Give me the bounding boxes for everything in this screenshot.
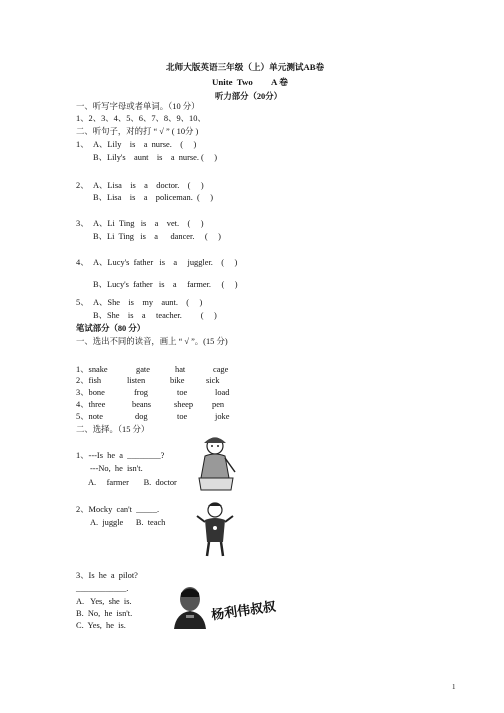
item-option-a: A、Lucy's father is a juggler. ( ): [93, 258, 238, 267]
choice1-answer: ---No, he isn't.: [90, 464, 143, 473]
phonics-word: pen: [212, 400, 225, 409]
choice3-option: B. No, he isn't.: [76, 609, 133, 618]
phonics-word: toe: [177, 412, 188, 421]
choice1-question: 1、---Is he a ________?: [76, 451, 165, 460]
phonics-word: listen: [127, 376, 146, 385]
choice3-blank: ____________.: [76, 584, 129, 593]
phonics-word: 3、bone: [76, 388, 105, 397]
item-option-b: B、She is a teacher. ( ): [93, 311, 217, 320]
choice3-option: C. Yes, he is.: [76, 621, 126, 630]
phonics-word: 2、fish: [76, 376, 102, 385]
item-number: 5、: [76, 298, 89, 307]
item-option-b: B、Li Ting is a dancer. ( ): [93, 232, 221, 241]
written-q2-title: 二、选择。（15 分）: [76, 425, 150, 434]
item-number: 3、: [76, 219, 89, 228]
paper-label: A 卷: [271, 77, 288, 87]
item-number: 2、: [76, 181, 89, 190]
item-option-b: B、Lisa is a policeman. ( ): [93, 193, 214, 202]
choice3-option: A. Yes, she is.: [76, 597, 132, 606]
phonics-word: gate: [136, 365, 150, 374]
written-section-title: 笔试部分（80 分）: [76, 324, 146, 333]
item-number: 1、: [76, 140, 89, 149]
choice3-question: 3、Is he a pilot?: [76, 571, 138, 580]
listening-q2-title: 二、听句子，对的打 “ √ ” ( 10分 ): [76, 127, 199, 136]
phonics-word: bike: [170, 376, 185, 385]
phonics-word: frog: [134, 388, 148, 397]
item-option-b: B、Lucy's father is a farmer. ( ): [93, 280, 238, 289]
choice2-options: A. juggle B. teach: [90, 518, 166, 527]
unit-title: Unite Two: [212, 77, 253, 87]
item-option-a: A、She is my aunt. ( ): [93, 298, 203, 307]
listening-q1-line: 1、2、3、4、5、6、7、8、9、10、: [76, 114, 206, 123]
phonics-word: sick: [206, 376, 220, 385]
astronaut-caption: 杨利伟叔叔: [210, 598, 277, 623]
phonics-word: 1、snake: [76, 365, 108, 374]
phonics-word: 4、three: [76, 400, 106, 409]
phonics-word: 5、note: [76, 412, 103, 421]
phonics-word: sheep: [174, 400, 194, 409]
phonics-word: toe: [177, 388, 188, 397]
item-number: 4、: [76, 258, 89, 267]
phonics-word: hat: [175, 365, 186, 374]
choice2-question: 2、Mocky can't _____.: [76, 505, 160, 514]
listening-q1-title: 一、听写字母或者单词。（10 分）: [76, 102, 200, 111]
phonics-word: load: [215, 388, 230, 397]
choice1-options: A. farmer B. doctor: [88, 478, 177, 487]
phonics-word: cage: [213, 365, 229, 374]
item-option-a: A、Lily is a nurse. ( ): [93, 140, 197, 149]
phonics-word: joke: [215, 412, 230, 421]
astronaut-photo: [172, 585, 208, 629]
page-number: 1: [452, 683, 456, 691]
farmer-illustration: [195, 434, 237, 492]
item-option-a: A、Lisa is a doctor. ( ): [93, 181, 204, 190]
item-option-a: A、Li Ting is a vet. ( ): [93, 219, 204, 228]
item-option-b: B、Lily's aunt is a nurse. ( ): [93, 153, 218, 162]
document-title: 北师大版英语三年级（上）单元测试AB卷: [166, 62, 325, 72]
listening-section-title: 听力部分（20分）: [215, 92, 282, 101]
phonics-word: beans: [132, 400, 152, 409]
phonics-word: dog: [135, 412, 148, 421]
juggler-illustration: [193, 498, 237, 558]
written-q1-title: 一、选出不同的读音，画上 “ √ ”。(15 分): [76, 337, 228, 346]
